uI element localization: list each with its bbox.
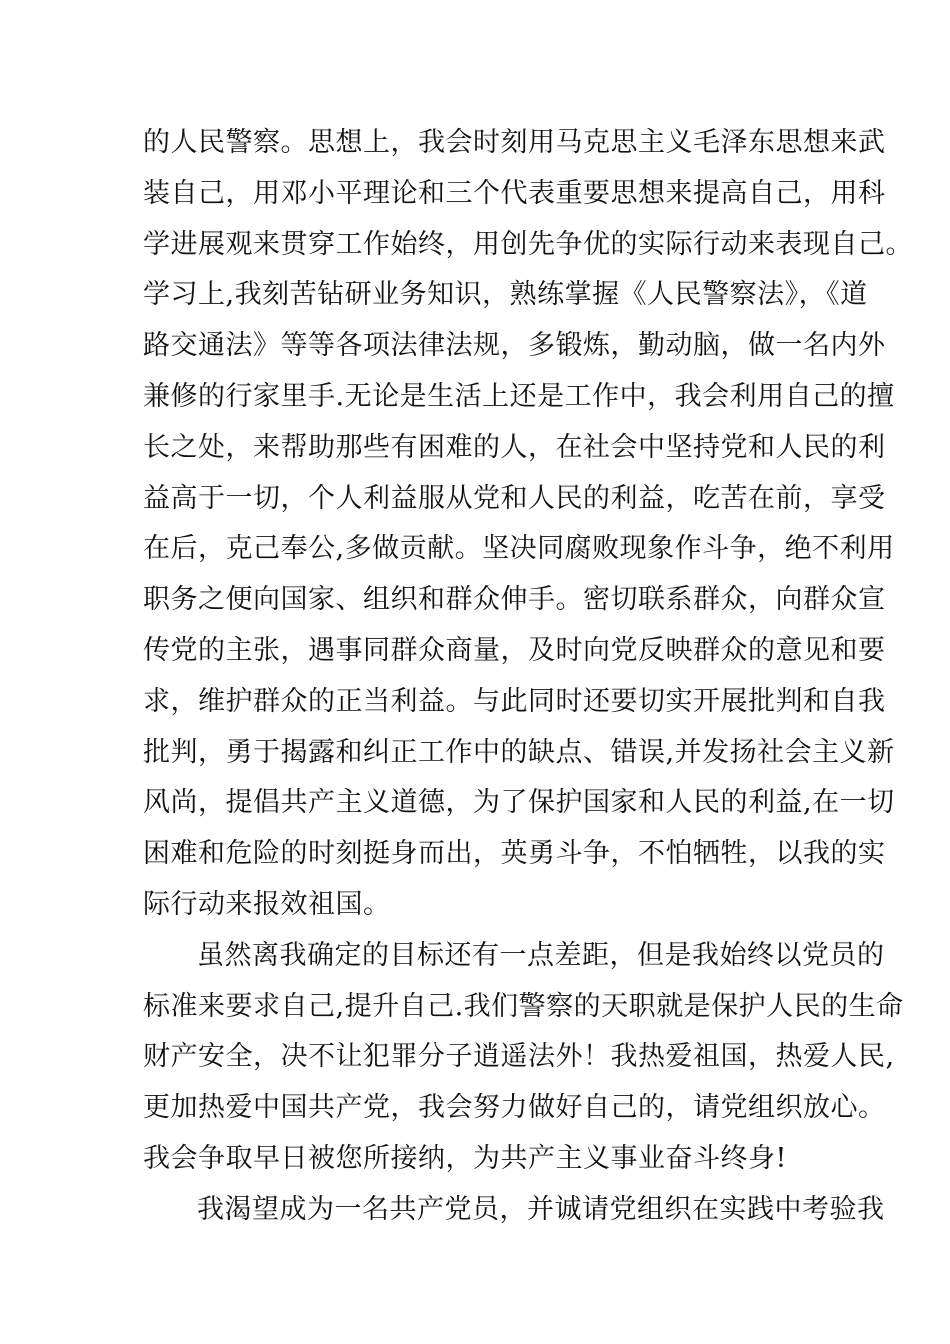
text-line: 路交通法》等等各项法律法规，多锻炼，勤动脑，做一名内外: [143, 330, 886, 362]
text-line: 风尚，提倡共产主义道德，为了保护国家和人民的利益,在一切: [143, 787, 895, 819]
text-line: 更加热爱中国共产党，我会努力做好自己的，请党组织放心。: [143, 1092, 886, 1124]
text-line: 传党的主张，遇事同群众商量，及时向党反映群众的意见和要: [143, 634, 886, 666]
text-line: 我会争取早日被您所接纳，为共产主义事业奋斗终身!: [143, 1142, 787, 1174]
paragraph-1: [143, 118, 913, 931]
text-line: 我渴望成为一名共产党员，并诚请党组织在实践中考验我: [197, 1193, 885, 1225]
text-line: 在后，克己奉公,多做贡献。坚决同腐败现象作斗争，绝不利用: [143, 533, 895, 565]
text-line: 兼修的行家里手.无论是生活上还是工作中，我会利用自己的擅: [143, 380, 895, 412]
paragraph-2: [143, 931, 904, 1185]
text-line: 财产安全，决不让犯罪分子逍遥法外！我热爱祖国，热爱人民,: [143, 1041, 895, 1073]
text-line: 标准来要求自己,提升自己.我们警察的天职就是保护人民的生命: [143, 990, 904, 1022]
text-line: 的人民警察。思想上，我会时刻用马克思主义毛泽东思想来武: [143, 127, 886, 158]
text-line: 学进展观来贯穿工作始终，用创先争优的实际行动来表现自己。: [143, 228, 913, 260]
text-line: 长之处，来帮助那些有困难的人，在社会中坚持党和人民的利: [143, 431, 886, 463]
text-line: 职务之便向国家、组织和群众伸手。密切联系群众，向群众宣: [143, 584, 886, 616]
text-line: 装自己，用邓小平理论和三个代表重要思想来提高自己，用科: [143, 177, 886, 209]
text-line: 虽然离我确定的目标还有一点差距，但是我始终以党员的: [197, 939, 885, 971]
text-line: 学习上,我刻苦钻研业务知识，熟练掌握《人民警察法》，《道: [143, 279, 868, 311]
text-line: 困难和危险的时刻挺身而出，英勇斗争，不怕牺牲，以我的实: [143, 838, 886, 870]
paragraph-3: [143, 1185, 885, 1236]
document-body: [143, 118, 913, 1236]
text-line: 求，维护群众的正当利益。与此同时还要切实开展批判和自我: [143, 685, 886, 717]
text-line: 批判，勇于揭露和纠正工作中的缺点、错误,并发扬社会主义新: [143, 736, 895, 768]
text-line: 益高于一切，个人利益服从党和人民的利益，吃苦在前，享受: [143, 482, 886, 514]
text-line: 际行动来报效祖国。: [143, 888, 391, 920]
